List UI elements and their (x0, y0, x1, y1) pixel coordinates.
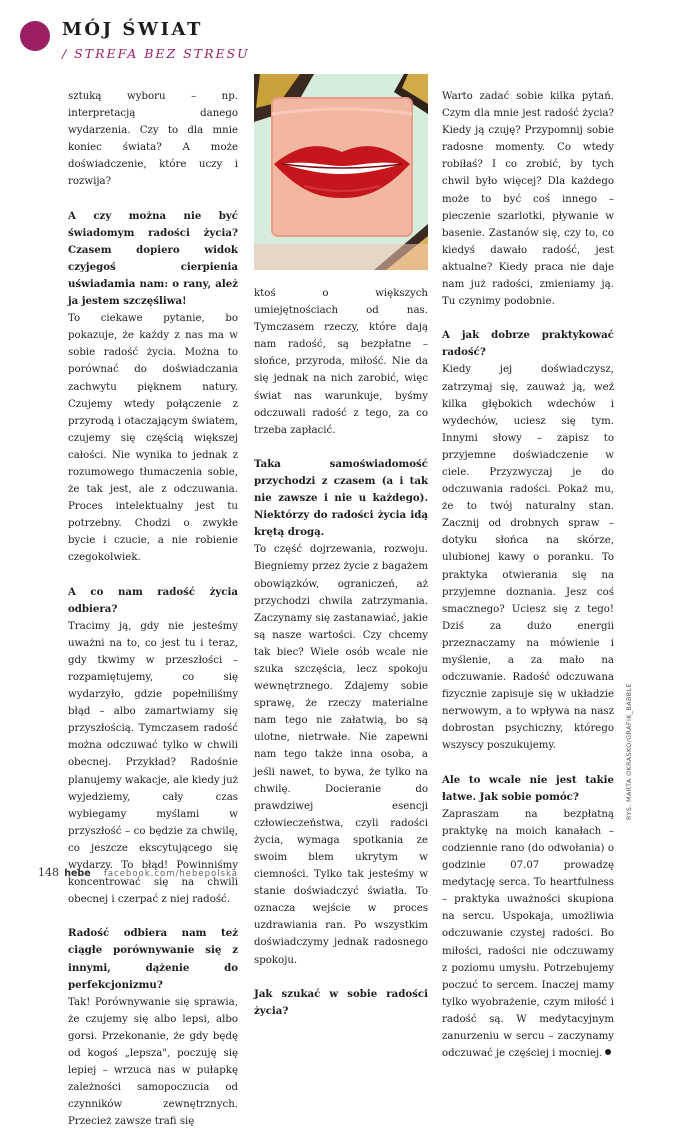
end-bullet-icon (605, 1049, 611, 1055)
question-heading: A co nam radość życia odbiera? (68, 585, 238, 615)
body-paragraph: Warto zadać sobie kilka pytań. Czym dla mnie jest radość życia? Kiedy ją czuję? Przypomnij sobie radosne momenty. Co wtedy robiłaś? I co zrobić, by tych chwil było więcej? Dla każdego może to być coś innego – pieczenie szarlotki, pływanie w basenie. Zastanów się, czy to, co kiedyś dawało radość, jest aktualne? Kiedy praca nie daje nam już radości, zmieniamy ją. Tu czynimy podobnie. (442, 91, 614, 308)
page-footer (38, 866, 238, 879)
article-column-1 (68, 88, 238, 1147)
body-paragraph: Tak! Porównywanie się sprawia, że czujemy się albo lepsi, albo gorsi. Przekonanie, że gdy będę od kogoś „lepsza", poczuję się lepiej – wrzuca nas w pułapkę zależności samopoczucia od czynników zewnętrznych. Przecież zawsze trafi się (68, 996, 238, 1128)
question-heading: Taka samoświadomość przychodzi z czasem (a i tak nie zawsze i nie u każdego). Niektórzy do radości życia idą krętą drogą. (254, 457, 428, 539)
section-subtitle: / STREFA BEZ STRESU (62, 46, 250, 61)
header-dot (20, 21, 50, 51)
body-paragraph: Zapraszam na bezpłatną praktykę na moich kanałach – codziennie rano (do odwołania) o godzinie 07.07 prowadzę medytację serca. To heartfulness – praktyka uważności skupiona na sercu. Uspokaja, umożliwia odczuwanie czystej radości. Bo miłości, radości nie odczuwamy z poziomu umysłu. Potrzebujemy poczuć to sercem. Inaczej mamy tylko wyobrażenie, czym miłość i radość są. W medytacyjnym zanurzeniu w sercu – zaczynamy odczuwać je częściej i mocniej. (442, 808, 614, 1060)
page-number: 148 (38, 866, 59, 879)
illustration-lips (254, 74, 428, 270)
article-column-2 (254, 285, 428, 1020)
section-title: MÓJ ŚWIAT (62, 19, 203, 40)
question-heading: Jak szukać w sobie radości życia? (254, 987, 428, 1017)
body-paragraph: Tracimy ją, gdy nie jesteśmy uważni na to, co jest tu i teraz, gdy tkwimy w przeszłości – rozpamiętujemy, co się wydarzyło, gdzie popełniliśmy błąd – albo zamartwiamy się przyszłością. Tymczasem radość można odczuwać tylko w chwili obecnej. Przykład? Radośnie planujemy wakacje, ale kiedy już wyjedziemy, cały czas wybiegamy myślami w przyszłość – co będzie za chwilę, co jeszcze ekscytującego się wydarzy. To błąd! Powinniśmy koncentrować się na chwili obecnej i czerpać z niej radość. (68, 620, 238, 906)
question-heading: Radość odbiera nam też ciągłe porównywanie się z innymi, dążenie do perfekcjonizmu? (68, 927, 238, 991)
body-paragraph: Kiedy jej doświadczysz, zatrzymaj się, zauważ ją, weź kilka głębokich wdechów i wydechów, uciesz się tym. Innymi słowy – zapisz to przyjemne doświadczenie w ciele. Przyzwyczaj je do odczuwania radości. Pokaż mu, że to twój naturalny stan. Zacznij od drobnych spraw – dotyku słońca na skórze, ulubionej kawy o poranku. To praktyka otwierania się na przyjemne doznania. Jesz coś smacznego? Uciesz się z tego! Dziś za dużo energii przeznaczamy na mówienie i myślenie, a za mało na odczuwanie. Radość odczuwana fizycznie zapisuje się w układzie nerwowym, a to wpływa na nasz dobrostan psychiczny, którego wszyscy poszukujemy. (442, 364, 614, 752)
article-column-3 (442, 88, 614, 1079)
question-heading: Ale to wcale nie jest takie łatwe. Jak sobie pomóc? (442, 773, 614, 803)
illustration-credit: RYS. MARTA OKRASKO/GRAFIK_BABBLE (625, 683, 633, 820)
body-paragraph: To część dojrzewania, rozwoju. Biegniemy przez życie z bagażem obowiązków, ograniczeń, aż przychodzi chwila zatrzymania. Zaczynamy się zastanawiać, jakie są nasze wartości. Czy chcemy tak biec? Wiele osób wcale nie szuka szczęścia, lecz spokoju wewnętrznego. Zdajemy sobie sprawę, że rzeczy materialne nam tego nie załatwią, bo są ulotne, nietrwałe. Nie zapewni nam tego także inna osoba, a jeśli nawet, to bywa, że tylko na chwilę. Docieranie do prawdziwej esencji człowieczeństwa, czyli radości życia, wymaga spotkania ze swoim blem ukrytym w ciemności. Tylko tak jesteśmy w stanie doświadczyć światła. To oznacza wejście w proces uzdrawiania ran. Po wszystkim doświadczymy jednak radosnego spokoju. (254, 544, 428, 966)
body-paragraph: sztuką wyboru – np. interpretacją danego wydarzenia. Czy to dla mnie koniec świata? A może doświadczenie, które uczy i rozwija? (68, 91, 238, 188)
question-heading: A jak dobrze praktykować radość? (442, 329, 614, 359)
body-paragraph: ktoś o większych umiejętnościach od nas. Tymczasem rzeczy, które dają nam radość, są bezpłatne – słońce, przyroda, miłość. Nie da się jednak na nich zarobić, więc świat nas warunkuje, byśmy odczuwali radość z tego, za co trzeba zapłacić. (254, 288, 428, 436)
body-paragraph: To ciekawe pytanie, bo pokazuje, że każdy z nas ma w sobie radość życia. Można to porównać do doświadczania zachwytu pięknem natury. Czujemy wtedy połączenie z przyrodą i otaczającym światem, czujemy się częścią większej całości. Nie wynika to jednak z rozumowego tłumaczenia sobie, że tak jest, ale z odczuwania. Proces intelektualny jest tu potrzebny. Chodzi o zwykłe bycie i czucie, a nie robienie czegokolwiek. (68, 313, 238, 564)
question-heading: A czy można nie być świadomym radości życia? Czasem dopiero widok czyjegoś cierpienia uświadamia nam: o rany, ależ ja jestem szczęśliwa! (68, 209, 238, 308)
brand-logo: hebe (64, 868, 91, 879)
footer-url: facebook.com/hebepolska (103, 869, 238, 879)
